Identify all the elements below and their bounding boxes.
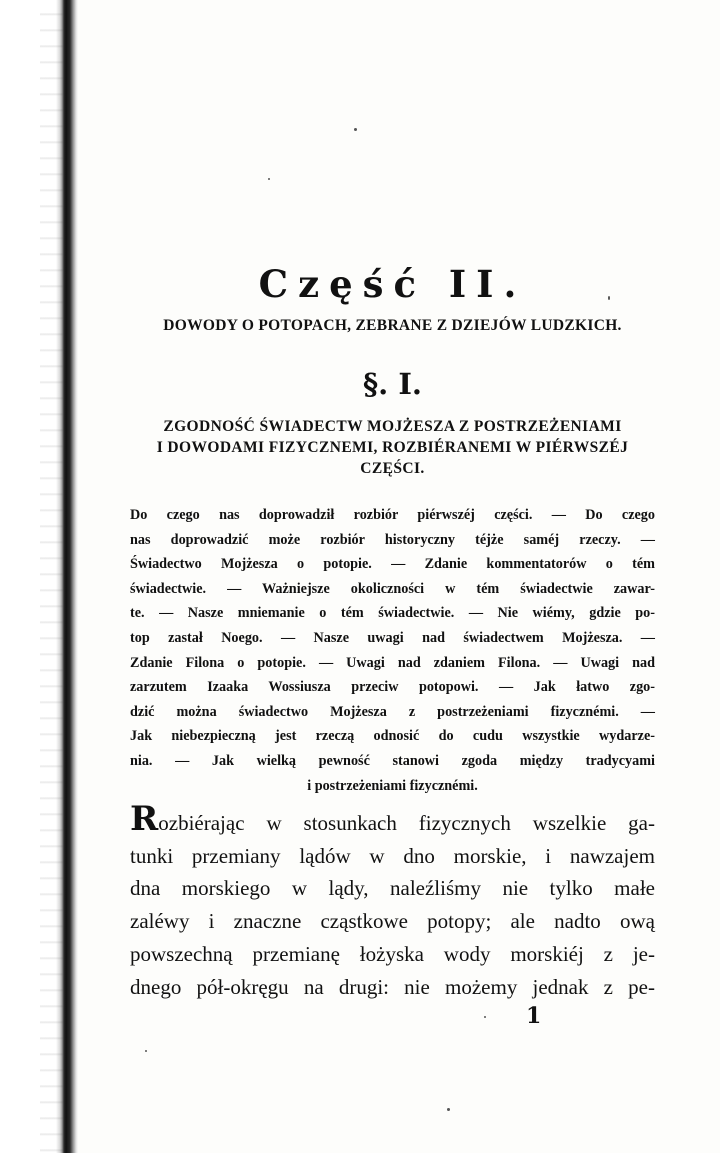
body-line: zaléwy i znaczne cząstkowe potopy; ale nadto ową bbox=[130, 909, 655, 934]
binding-texture bbox=[40, 0, 64, 1153]
summary-line: zarzutem Izaaka Wossiusza przeciw potopowi. — Jak łatwo zgo- bbox=[130, 679, 655, 696]
summary-line: Do czego nas doprowadził rozbiór piérwszéj części. — Do czego bbox=[130, 507, 655, 523]
section-heading bbox=[130, 416, 655, 479]
body-line bbox=[130, 799, 655, 840]
section-heading-line: ZGODNOŚĆ ŚWIADECTW MOJŻESZA Z POSTRZEŻENIAMI bbox=[163, 418, 622, 435]
summary-line: dzić można świadectwo Mojżesza z postrzeżeniami fizycznémi. — bbox=[130, 703, 655, 720]
summary-line: Jak niebezpieczną jest rzeczą odnosić do cudu wszystkie wydarze- bbox=[130, 728, 655, 745]
summary-line: Świadectwo Mojżesza o potopie. — Zdanie kommentatorów o tém bbox=[130, 556, 655, 573]
body-line-text: ozbiérając w stosunkach fizycznych wszelkie ga- bbox=[158, 811, 655, 835]
scan-speck bbox=[268, 178, 270, 180]
summary-line: i postrzeżeniami fizycznémi. bbox=[307, 777, 478, 794]
page-number: 1 bbox=[526, 1003, 542, 1029]
section-mark: §. I. bbox=[362, 367, 423, 401]
summary-line: Zdanie Filona o potopie. — Uwagi nad zdaniem Filona. — Uwagi nad bbox=[130, 654, 655, 671]
scan-speck bbox=[447, 1108, 450, 1111]
section-heading-line: CZĘŚCI. bbox=[360, 460, 425, 477]
part-subtitle: DOWODY O POTOPACH, ZEBRANE Z DZIEJÓW LUDZKICH. bbox=[163, 317, 622, 334]
scan-speck bbox=[145, 1050, 147, 1052]
summary-line: top zastał Noego. — Nasze uwagi nad świadectwem Mojżesza. — bbox=[130, 629, 655, 646]
binding-shadow bbox=[0, 0, 78, 1153]
summary-line: nas doprowadzić może rozbiór historyczny téjże saméj rzeczy. — bbox=[130, 531, 655, 548]
body-line: powszechną przemianę łożyska wody morskiéj z je- bbox=[130, 941, 655, 966]
scan-speck bbox=[484, 1016, 486, 1018]
body-line: dna morskiego w lądy, naleźliśmy nie tylko małe bbox=[130, 876, 655, 901]
summary-line: nia. — Jak wielką pewność stanowi zgoda między tradycyami bbox=[130, 752, 655, 769]
body-line: tunki przemiany lądów w dno morskie, i nawzajem bbox=[130, 843, 655, 868]
chapter-summary bbox=[130, 503, 655, 798]
section-heading-line: I DOWODAMI FIZYCZNEMI, ROZBIÉRANEMI W PIÉRWSZÉJ bbox=[156, 439, 629, 456]
scan-speck bbox=[608, 296, 610, 300]
body-text bbox=[130, 799, 655, 1003]
scan-speck bbox=[354, 128, 357, 131]
summary-line: te. — Nasze mniemanie o tém świadectwie. — Nie wiémy, gdzie po- bbox=[130, 605, 655, 622]
body-line: dnego pół-okręgu na drugi: nie możemy jednak z pe- bbox=[130, 974, 655, 999]
drop-initial: R bbox=[130, 799, 159, 839]
part-title: Część II. bbox=[258, 262, 527, 306]
summary-line: świadectwie. — Ważniejsze okoliczności w tém świadectwie zawar- bbox=[130, 580, 655, 597]
